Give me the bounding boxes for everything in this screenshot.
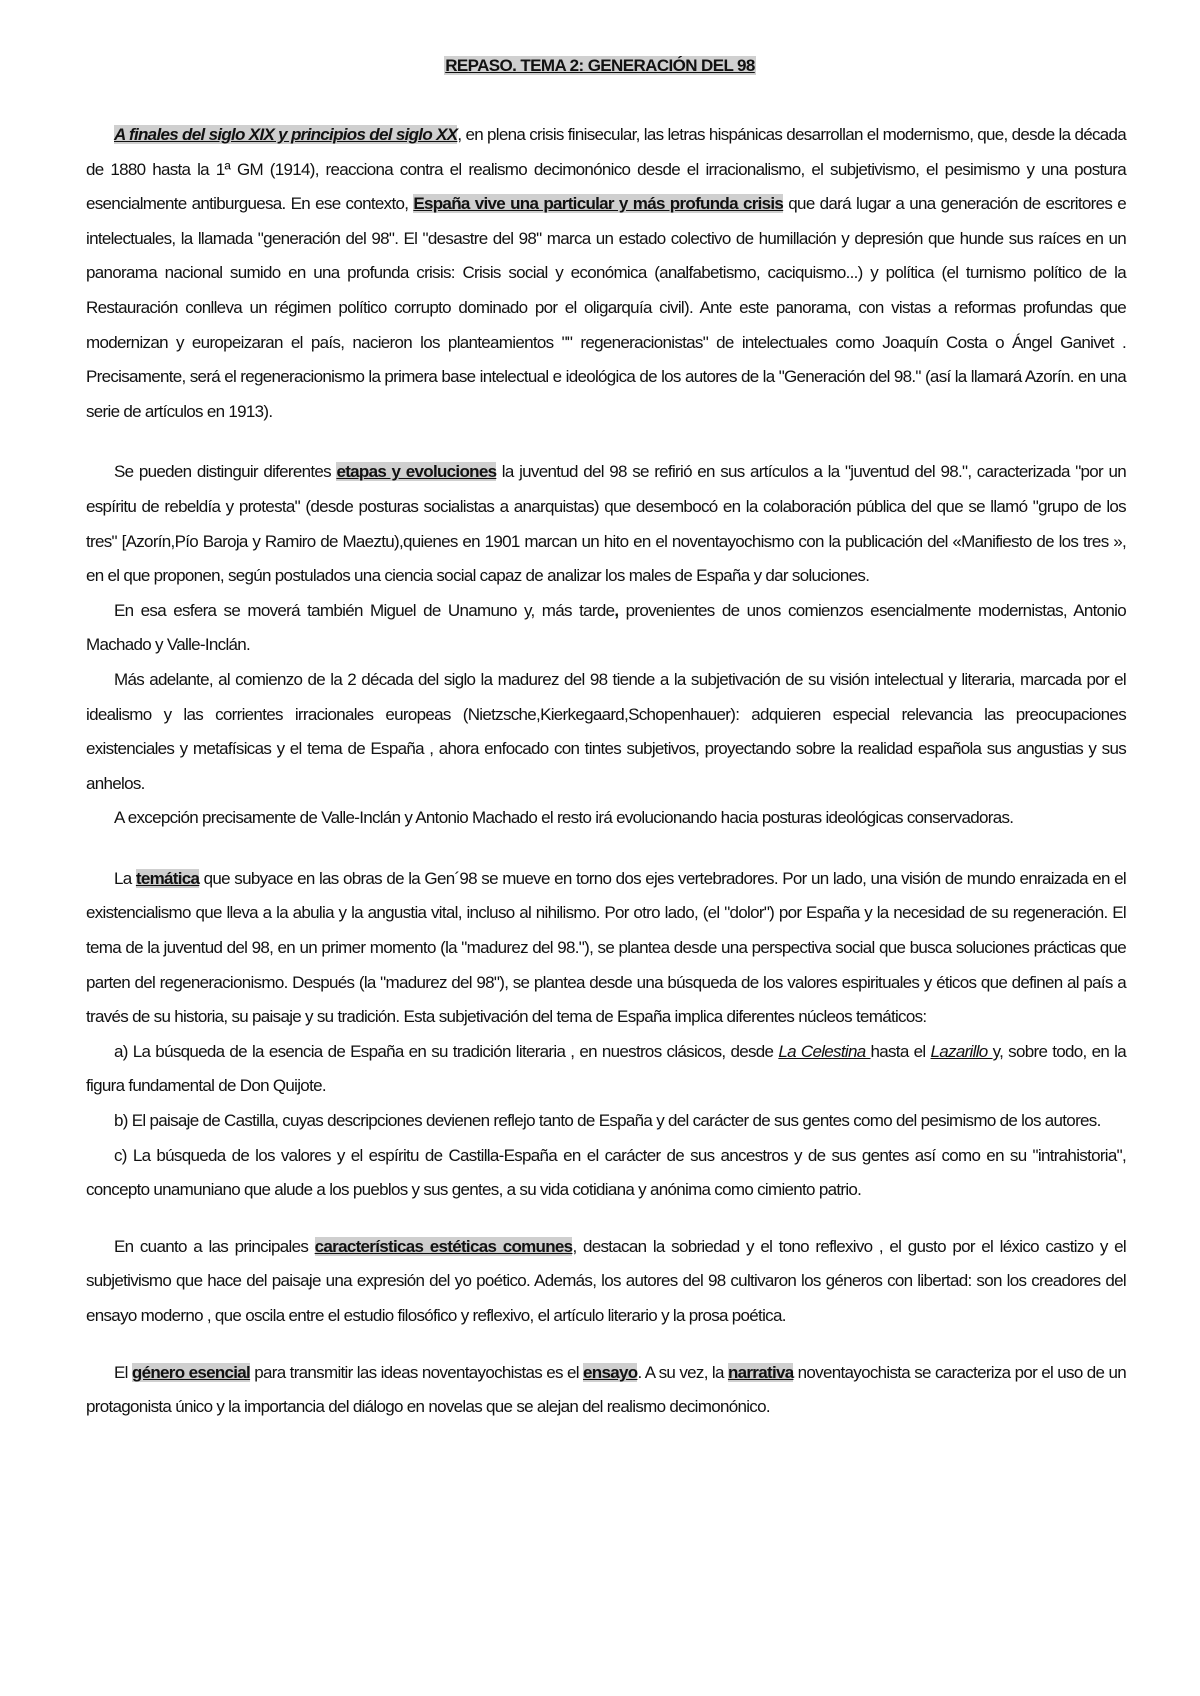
paragraph-madurez: Más adelante, al comienzo de la 2 década del siglo la madurez del 98 tiende a la subjetivación de su visión intelectual y literaria, marcada por el idealismo y las corrientes irracionales europeas (Nietzsche,Kierkegaard,Schopenhauer): adquieren especial relevancia las preocupaciones existenciales y metafísicas y el tema de España , ahora enfocado con tintes subjetivos, proyectando sobre la realidad española sus angustias y sus anhelos.	[86, 669, 1126, 793]
highlight-text: etapas y evoluciones	[336, 462, 497, 482]
highlight-text: características estéticas comunes	[314, 1236, 573, 1256]
list-item-c: c) La búsqueda de los valores y el espíritu de Castilla-España en el carácter de sus ancestros y de sus gentes así como en su "intrahistoria", concepto unamuniano que alude a los pueblos y sus gentes, a su vida cotidiana y anónima como cimiento patrio.	[86, 1145, 1126, 1200]
page-title: REPASO. TEMA 2: GENERACIÓN DEL 98	[445, 56, 755, 75]
paragraph-etapas: Se pueden distinguir diferentes etapas y evoluciones la juventud del 98 se refirió en sus artículos a la "juventud del 98.", caracterizada "por un espíritu de rebeldía y protesta" (desde posturas socialistas a anarquistas) que desembocó en la colaboración pública del que se llamó "grupo de los tres" [Azorín,Pío Baroja y Ramiro de Maeztu),quienes en 1901 marcan un hito en el noventayochismo con la publicación del «Manifiesto de los tres », en el que proponen, según postulados una ciencia social capaz de analizar los males de España y dar soluciones.	[86, 462, 1126, 586]
highlight-text: género esencial	[131, 1362, 251, 1382]
list-item-b: b) El paisaje de Castilla, cuyas descripciones devienen reflejo tanto de España y del carácter de sus gentes como del pesimismo de los autores.	[114, 1111, 1101, 1131]
paragraph-excepcion: A excepción precisamente de Valle-Inclán y Antonio Machado el resto irá evolucionando hacia posturas ideológicas conservadoras.	[114, 808, 1014, 828]
highlight-text: A finales del siglo XIX y principios del siglo XX	[114, 125, 458, 144]
highlight-text: España vive una particular y más profunda crisis	[413, 194, 784, 214]
document-body	[86, 118, 1126, 1425]
paragraph-intro: A finales del siglo XIX y principios del siglo XX, en plena crisis finisecular, las letras hispánicas desarrollan el modernismo, que, desde la década de 1880 hasta la 1ª GM (1914), reacciona contra el realismo decimonónico desde el irracionalismo, el subjetivismo, el pesimismo y una postura esencialmente antiburguesa. En ese contexto, España vive una particular y más profunda crisis que dará lugar a una generación de escritores e intelectuales, la llamada "generación del 98". El "desastre del 98" marca un estado colectivo de humillación y depresión que hunde sus raíces en un panorama nacional sumido en una profunda crisis: Crisis social y económica (analfabetismo, caciquismo...) y política (el turnismo político de la Restauración conlleva un régimen político corrupto dominado por el oligarquía civil). Ante este panorama, con vistas a reformas profundas que modernizan y europeizaran el país, nacieron los planteamientos "" regeneracionistas" de intelectuales como Joaquín Costa o Ángel Ganivet . Precisamente, será el regeneracionismo la primera base intelectual e ideológica de los autores de la "Generación del 98." (así la llamará Azorín. en una serie de artículos en 1913).	[86, 125, 1127, 421]
highlight-text: ensayo	[583, 1362, 638, 1382]
paragraph-tematica: La temática que subyace en las obras de la Gen´98 se mueve en torno dos ejes vertebradores. Por un lado, una visión de mundo enraizada en el existencialismo que lleva a la abulia y la angustia vital, incluso al nihilismo. Por otro lado, (el "dolor") por España y la necesidad de su regeneración. El tema de la juventud del 98, en un primer momento (la "madurez del 98."), se plantea desde una perspectiva social que busca soluciones prácticas que parten del regeneracionismo. Después (la "madurez del 98"), se plantea desde una búsqueda de los valores espirituales y éticos que definen al país a través de su historia, su paisaje y su tradición. Esta subjetivación del tema de España implica diferentes núcleos temáticos:	[86, 868, 1126, 1027]
highlight-text: temática	[135, 868, 200, 888]
paragraph-genero: El género esencial para transmitir las ideas noventayochistas es el ensayo. A su vez, la narrativa noventayochista se caracteriza por el uso de un protagonista único y la importancia del diálogo en novelas que se alejan del realismo decimonónico.	[86, 1362, 1126, 1417]
paragraph-unamuno: En esa esfera se moverá también Miguel de Unamuno y, más tarde, provenientes de unos comienzos esencialmente modernistas, Antonio Machado y Valle-Inclán.	[86, 600, 1126, 655]
list-item-a: a) La búsqueda de la esencia de España en su tradición literaria , en nuestros clásicos, desde La Celestina hasta el Lazarillo y, sobre todo, en la figura fundamental de Don Quijote.	[86, 1041, 1126, 1096]
highlight-text: narrativa	[727, 1362, 794, 1382]
paragraph-caracteristicas: En cuanto a las principales características estéticas comunes, destacan la sobriedad y el tono reflexivo , el gusto por el léxico castizo y el subjetivismo que hace del paisaje una expresión del yo poético. Además, los autores del 98 cultivaron los géneros con libertad: son los creadores del ensayo moderno , que oscila entre el estudio filosófico y reflexivo, el artículo literario y la prosa poética.	[86, 1236, 1126, 1325]
